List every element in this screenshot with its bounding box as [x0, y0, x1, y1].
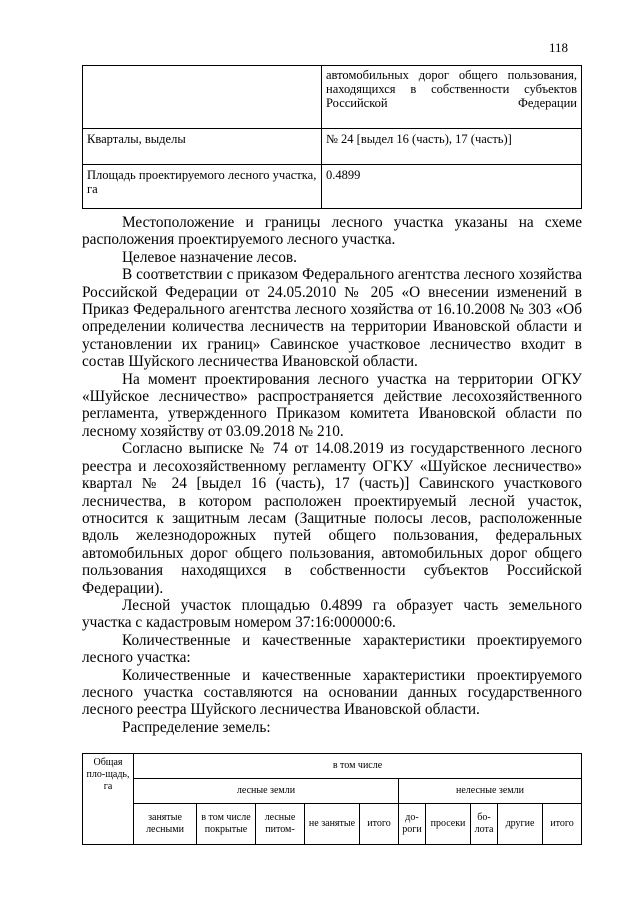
area-value: 0.4899 [322, 165, 582, 209]
column-header: лесные питом- [256, 804, 305, 845]
column-header: не занятые [305, 804, 360, 845]
land-distribution-table [82, 753, 582, 845]
forest-lands-header: лесные земли [134, 779, 399, 804]
nonforest-lands-header: нелесные земли [399, 779, 582, 804]
paragraph: Количественные и качественные характеристики проектируемого лесного участка: [82, 631, 582, 667]
table-row [83, 66, 582, 129]
column-header: итого [360, 804, 399, 845]
including-header: в том числе [134, 754, 582, 779]
column-header: в том числе покрытые [197, 804, 256, 845]
total-area-header: Общая пло-щадь, га [83, 754, 134, 845]
paragraph: На момент проектирования лесного участка на территории ОГКУ «Шуйское лесничество» распространяется действие лесохозяйственного регламента, утвержденного Приказом комитета Ивановской области по лесному хозяйству от 03.09.2018 № 210. [82, 370, 582, 440]
column-header: до-роги [399, 804, 426, 845]
page-number: 118 [548, 40, 568, 55]
table-row [83, 165, 582, 209]
column-header: другие [498, 804, 543, 845]
table-cell: автомобильных дорог общего пользования, находящихся в собственности субъектов Российской Федерации [322, 66, 582, 129]
paragraph: Количественные и качественные характеристики проектируемого лесного участка составляются на основании данных государственного лесного реестра Шуйского лесничества Ивановской области. [82, 666, 582, 719]
area-label: Площадь проектируемого лесного участка, га [83, 165, 322, 209]
quarters-value: № 24 [выдел 16 (часть), 17 (часть)] [322, 129, 582, 165]
column-header: итого [543, 804, 582, 845]
table-header-row [83, 804, 582, 845]
column-header: занятые лесными [134, 804, 197, 845]
paragraph: Согласно выписке № 74 от 14.08.2019 из государственного лесного реестра и лесохозяйственному регламенту ОГКУ «Шуйское лесничество» квартал № 24 [выдел 16 (часть), 17 (часть)] Савинского участкового лесничества, в котором расположен проектируемый лесной участок, относится к защитным лесам (Защитные полосы лесов, расположенные вдоль железнодорожных путей общего пользования, федеральных автомобильных дорог общего пользования, автомобильных дорог общего пользования находящихся в собственности субъектов Российской Федерации). [82, 440, 582, 597]
table-row [83, 129, 582, 165]
paragraph: Местоположение и границы лесного участка указаны на схеме расположения проектируемого лесного участка. [82, 214, 582, 249]
paragraph: Лесной участок площадью 0.4899 га образует часть земельного участка с кадастровым номером 37:16:000000:6. [82, 596, 582, 632]
table-header-row [83, 779, 582, 804]
quarters-label: Кварталы, выделы [83, 129, 322, 165]
column-header: просеки [426, 804, 471, 845]
forest-plot-info-table [82, 65, 582, 209]
column-header: бо-лота [471, 804, 498, 845]
paragraph: Распределение земель: [122, 718, 271, 736]
document-body [82, 214, 582, 736]
paragraph: Целевое назначение лесов. [122, 248, 297, 266]
table-cell [83, 66, 322, 129]
paragraph: В соответствии с приказом Федерального агентства лесного хозяйства Российской Федерации от 24.05.2010 № 205 «О внесении изменений в Приказ Федерального агентства лесного хозяйства от 16.10.2008 № 303 «Об определении количества лесничеств на территории Ивановской области и установлении их границ» Савинское участковое лесничество входит в состав Шуйского лесничества Ивановской области. [82, 266, 582, 371]
table-header-row [83, 754, 582, 779]
